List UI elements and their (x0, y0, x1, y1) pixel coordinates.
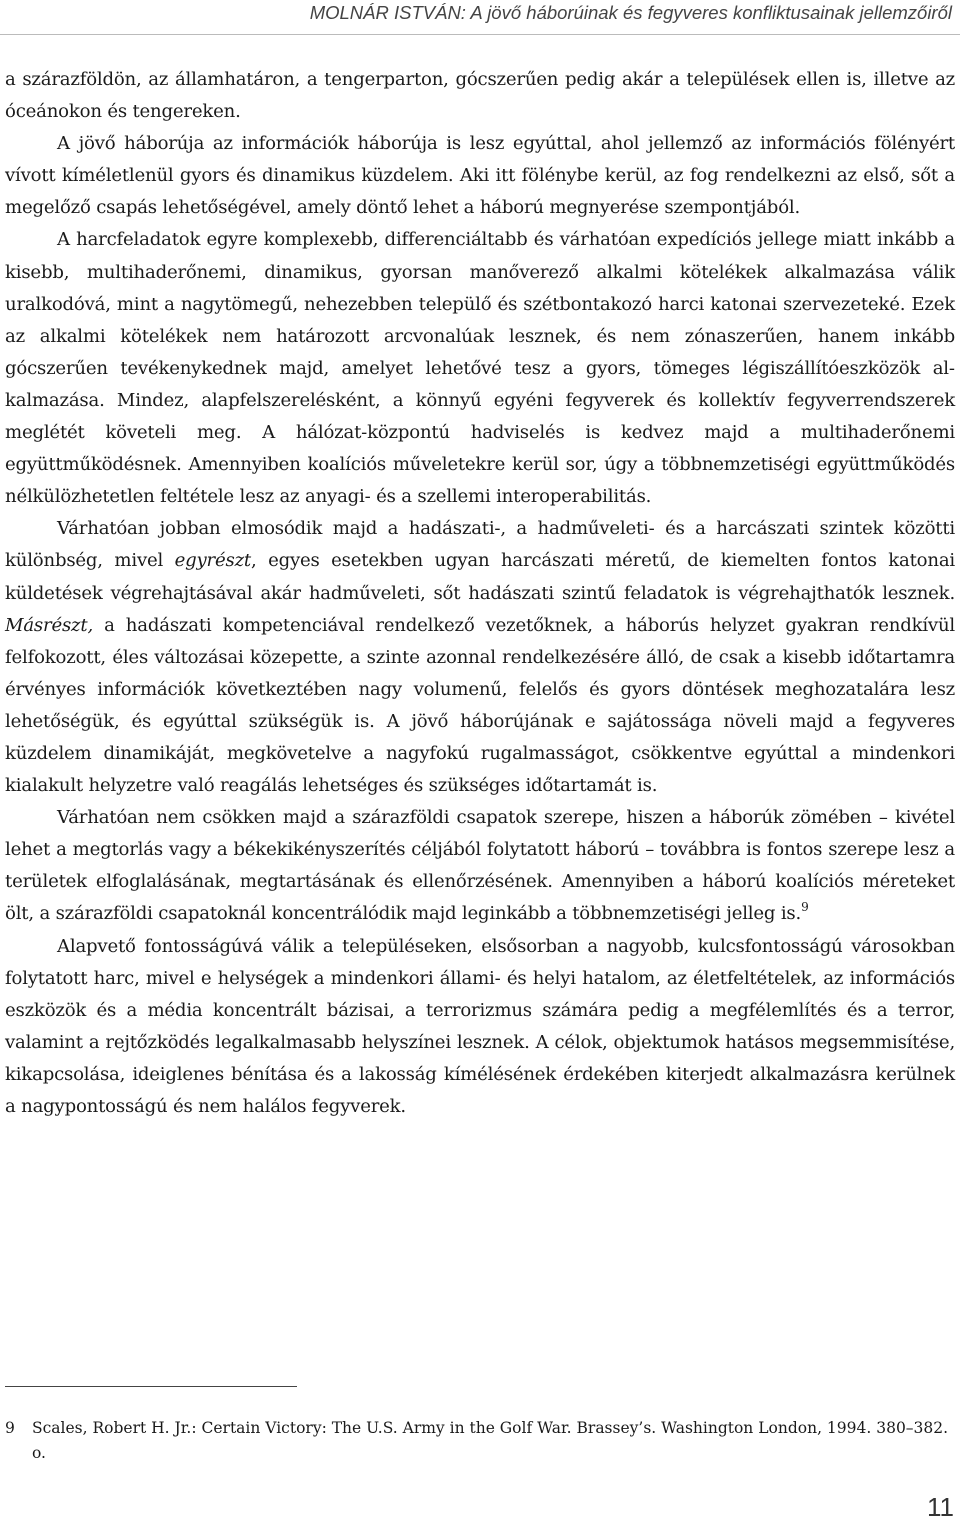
paragraph-2: A jövő háborúja az információk háborúja is lesz egyúttal, ahol jellemző az információs fölényért vívott kíméletlenül gyors és dinamikus küzdelem. Aki itt fölénybe kerül, az fog rendelkezni az első, sőt a megelőző csapás lehetőségével, amely döntő lehet a háború megnyerése szempontjából. (5, 133, 955, 219)
header-divider (0, 34, 960, 35)
paragraph-5 (5, 802, 955, 930)
footnote-text: Scales, Robert H. Jr.: Certain Victory: The U.S. Army in the Golf War. Brassey’s. Washington London, 1994. 380–382. o. (32, 1419, 949, 1462)
page-number: 11 (927, 1492, 954, 1522)
paragraph-4-part-1: Várhatóan jobban elmosódik majd a hadászati-, a hadműveleti- és a harcászati szintek közötti különbség, mivel (5, 518, 955, 572)
paragraph-4-part-3: a hadászati kompetenciával rendelkező vezetőknek, a háborús helyzet gyakran rendkívül felfokozott, éles változásai közepette, a szinte azonnal rendelkezésére álló, de csak a kisebb időtartamra érvényes információk következtében nagy volumenű, felelős és gyors döntések meghozatalára lesz lehetőségük, és egyúttal szükségük is. A jövő háborújának e sajátossága növeli majd a fegyveres küzdelem dinamikáját, megkövetelve a nagyfokú rugalmasságot, csökkentve egyúttal a mindenkori kialakult helyzetre való reagálás lehetséges és szükséges időtartamát is. (5, 614, 955, 797)
paragraph-4-part-2: , egyes esetekben ugyan harcászati méretű, de kiemelten fontos katonai küldetések végrehajtásával akár hadműveleti, sőt hadászati szintű feladatok is végrehajthatók lesznek. (5, 550, 955, 604)
paragraph-6: Alapvető fontosságúvá válik a településeken, elsősorban a nagyobb, kulcsfontosságú városokban folytatott harc, mivel e helységek a mindenkori állami- és helyi hatalom, az életfeltételek, az információs eszközök és a média koncentrált bázisai, a terrorizmus számára pedig a megfélemlítés és a terror, valamint a rejtőzködés legalkalmasabb helyszínei lesznek. A célok, objektumok hatásos megsemmisítése, kikapcsolása, ideiglenes bénítása és a lakosság kímélésének érdekében kiterjedt alkalmazásra kerülnek a nagypontosságú és nem halálos fegyverek. (5, 935, 955, 1117)
paragraph-1: a szárazföldön, az államhatáron, a tengerparton, gócszerűen pedig akár a települések ellen is, illetve az óceánokon és tengereken. (5, 69, 955, 123)
footnote-reference[interactable]: 9 (801, 900, 809, 915)
emphasis-masreszt: Másrészt, (5, 614, 93, 636)
paragraph-5-text: Várhatóan nem csökken majd a szárazföldi csapatok szerepe, hiszen a háborúk zömében – kivétel lehet a megtorlás vagy a békekikényszerítés céljából folytatott háború – továbbra is fontos szerepe lesz a területek elfoglalásának, megtartásának és ellenőrzésének. Amennyiben a háború koalíciós méreteket ölt, a szárazföldi csapatoknál koncentrálódik majd leginkább a többnemzetiségi jelleg is. (5, 807, 955, 925)
emphasis-egyreszt: egyrészt (174, 550, 251, 572)
article-body (5, 64, 955, 1123)
footnote (5, 1416, 955, 1466)
running-head: MOLNÁR ISTVÁN: A jövő háborúinak és fegyveres konfliktusainak jellemzőiről (309, 2, 952, 23)
footnote-divider (5, 1386, 297, 1387)
paragraph-4 (5, 513, 955, 802)
paragraph-3: A harcfeladatok egyre komplexebb, differenciáltabb és várhatóan expedíciós jellege miatt inkább a kisebb, multihaderőnemi, dinamikus, gyorsan manőverező alkalmi kötelékek alkalmazása válik uralkodóvá, mint a nagytömegű, nehezebben települő és szétbontakozó harci katonai szervezeteké. Ezek az alkalmi kötelékek nem határozott arcvonalúak lesznek, és nem zónaszerűen, hanem inkább gócszerűen tevékenykednek majd, amelyet lehetővé tesz a gyors, tömeges légiszállítóeszközök alkalmazása. Mindez, alapfelszerelésként, a könnyű egyéni fegyverek és kollektív fegyverrendszerek meglétét követeli meg. A hálózat-központú hadviselés is kedvez majd a multihaderőnemi együttműködésnek. Amennyiben koalíciós műveletekre kerül sor, úgy a többnemzetiségi együttműködés nélkülözhetetlen feltétele lesz az anyagi- és a szellemi interoperabilitás. (5, 229, 955, 508)
footnote-number: 9 (5, 1419, 15, 1437)
